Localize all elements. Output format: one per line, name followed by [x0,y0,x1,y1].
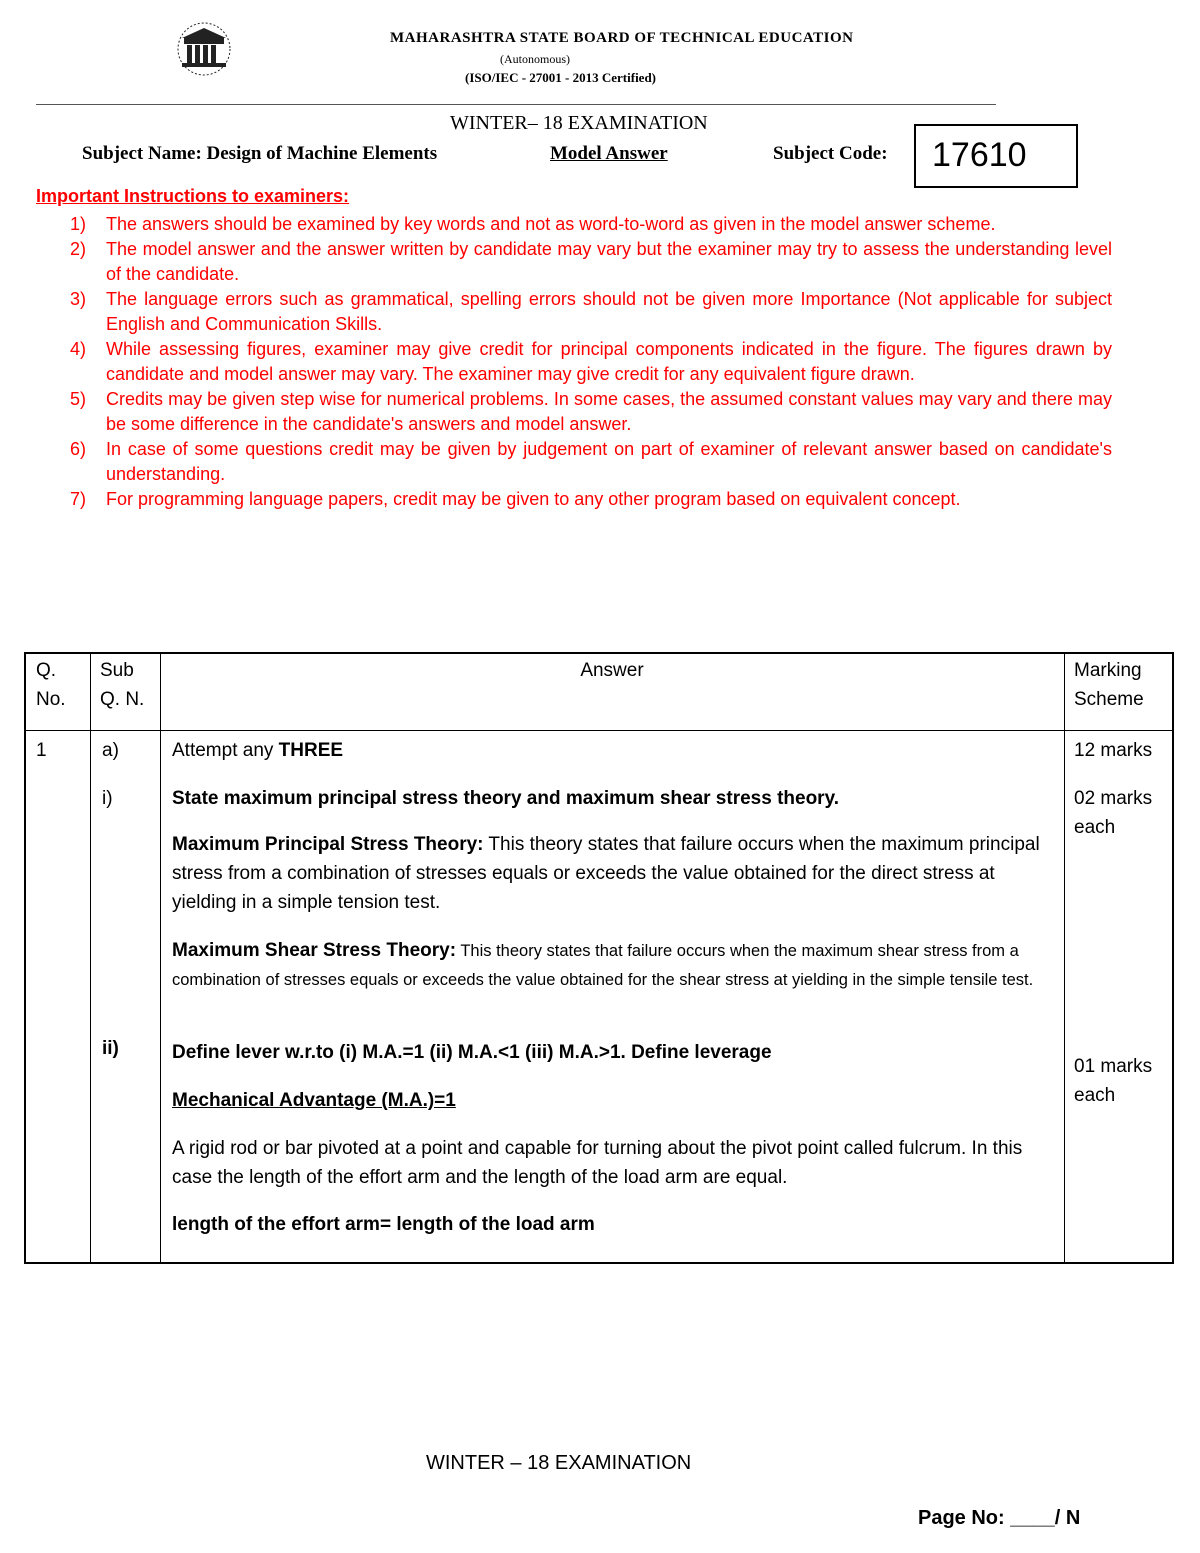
item-number: 7) [70,489,87,509]
item-number: 4) [70,339,87,359]
list-item [36,337,1112,387]
marks-01-each: 01 marks each [1074,1056,1153,1106]
page-number: Page No: ____/ N [918,1507,1081,1529]
subject-code-label: Subject Code: [773,143,888,164]
item-text: While assessing figures, examiner may give credit for principal components indicated in the figure. The figures drawn by candidate and model answer may vary. The examiner may give credit for any equivalent figure drawn. [106,339,1112,384]
header-sub-qn: Sub Q. N. [100,660,145,710]
sub-question-a: a) [102,740,119,761]
attempt-instruction [172,736,343,765]
list-item [36,212,1112,237]
question-number: 1 [36,740,47,761]
msst-answer [172,936,1052,994]
header-q-no: Q. No. [36,660,66,710]
marks-12: 12 marks [1074,740,1153,761]
list-item [36,487,1112,512]
exam-title: WINTER– 18 EXAMINATION [450,112,708,134]
instructions-heading: Important Instructions to examiners: [36,186,350,206]
column-divider [1064,654,1065,1262]
attempt-prefix: Attempt any [172,740,279,761]
subject-name: Subject Name: Design of Machine Elements [82,143,438,164]
list-item [36,237,1112,287]
msst-text: This theory states that failure occurs when the maximum shear stress from a combination of stresses equals or exceeds the value obtained for the shear stress at yielding in the simple tensile test. [172,942,1034,989]
sub-question-ii: ii) [102,1038,119,1059]
item-text: The model answer and the answer written by candidate may vary but the examiner may try to assess the understanding level of the candidate. [106,239,1112,284]
subject-code-value: 17610 [932,136,1027,174]
header-divider [26,730,1172,731]
column-divider [160,654,161,1262]
header-divider [36,104,996,105]
ma-heading: Mechanical Advantage (M.A.)=1 [172,1090,456,1111]
item-text: Credits may be given step wise for numerical problems. In some cases, the assumed constant values may vary and there may be some difference in the candidate's answers and model answer. [106,389,1112,434]
list-item [36,287,1112,337]
ma-description: A rigid rod or bar pivoted at a point and capable for turning about the pivot point called fulcrum. In this case the length of the effort arm and the length of the load arm are equal. [172,1138,1023,1188]
answer-table [24,652,1174,1264]
item-number: 6) [70,439,87,459]
msst-label: Maximum Shear Stress Theory: [172,940,457,961]
model-answer-label: Model Answer [550,143,668,164]
item-number: 2) [70,239,87,259]
mpst-label: Maximum Principal Stress Theory: [172,834,484,855]
sub-question-i: i) [102,788,113,809]
column-divider [90,654,91,1262]
instructions-list [36,212,1112,512]
item-number: 5) [70,389,87,409]
ma-equation: length of the effort arm= length of the load arm [172,1214,595,1235]
header-marking-scheme: Marking Scheme [1074,660,1144,710]
msbte-logo [168,20,240,78]
footer-exam-title: WINTER – 18 EXAMINATION [426,1452,692,1474]
item-text: In case of some questions credit may be given by judgement on part of examiner of relevant answer based on candidate's understanding. [106,439,1112,484]
attempt-count: THREE [278,740,344,761]
question-ii-text: Define lever w.r.to (i) M.A.=1 (ii) M.A.<1 (iii) M.A.>1. Define leverage [172,1042,772,1063]
subject-code-box [914,124,1078,188]
mpst-text: This theory states that failure occurs when the maximum principal stress from a combination of stresses equals or exceeds the value obtained for the direct stress at yielding in a simple tension test. [172,834,1040,913]
item-number: 3) [70,289,87,309]
mpst-answer [172,830,1042,917]
list-item [36,387,1112,437]
item-text: For programming language papers, credit may be given to any other program based on equivalent concept. [106,489,961,509]
item-number: 1) [70,214,87,234]
header-answer: Answer [580,660,644,681]
question-i-text: State maximum principal stress theory and maximum shear stress theory. [172,788,840,809]
marks-02-each: 02 marks each [1074,788,1153,838]
item-text: The language errors such as grammatical, spelling errors should not be given more Importance (Not applicable for subject English and Communication Skills. [106,289,1112,334]
list-item [36,437,1112,487]
item-text: The answers should be examined by key words and not as word-to-word as given in the model answer scheme. [106,214,996,234]
